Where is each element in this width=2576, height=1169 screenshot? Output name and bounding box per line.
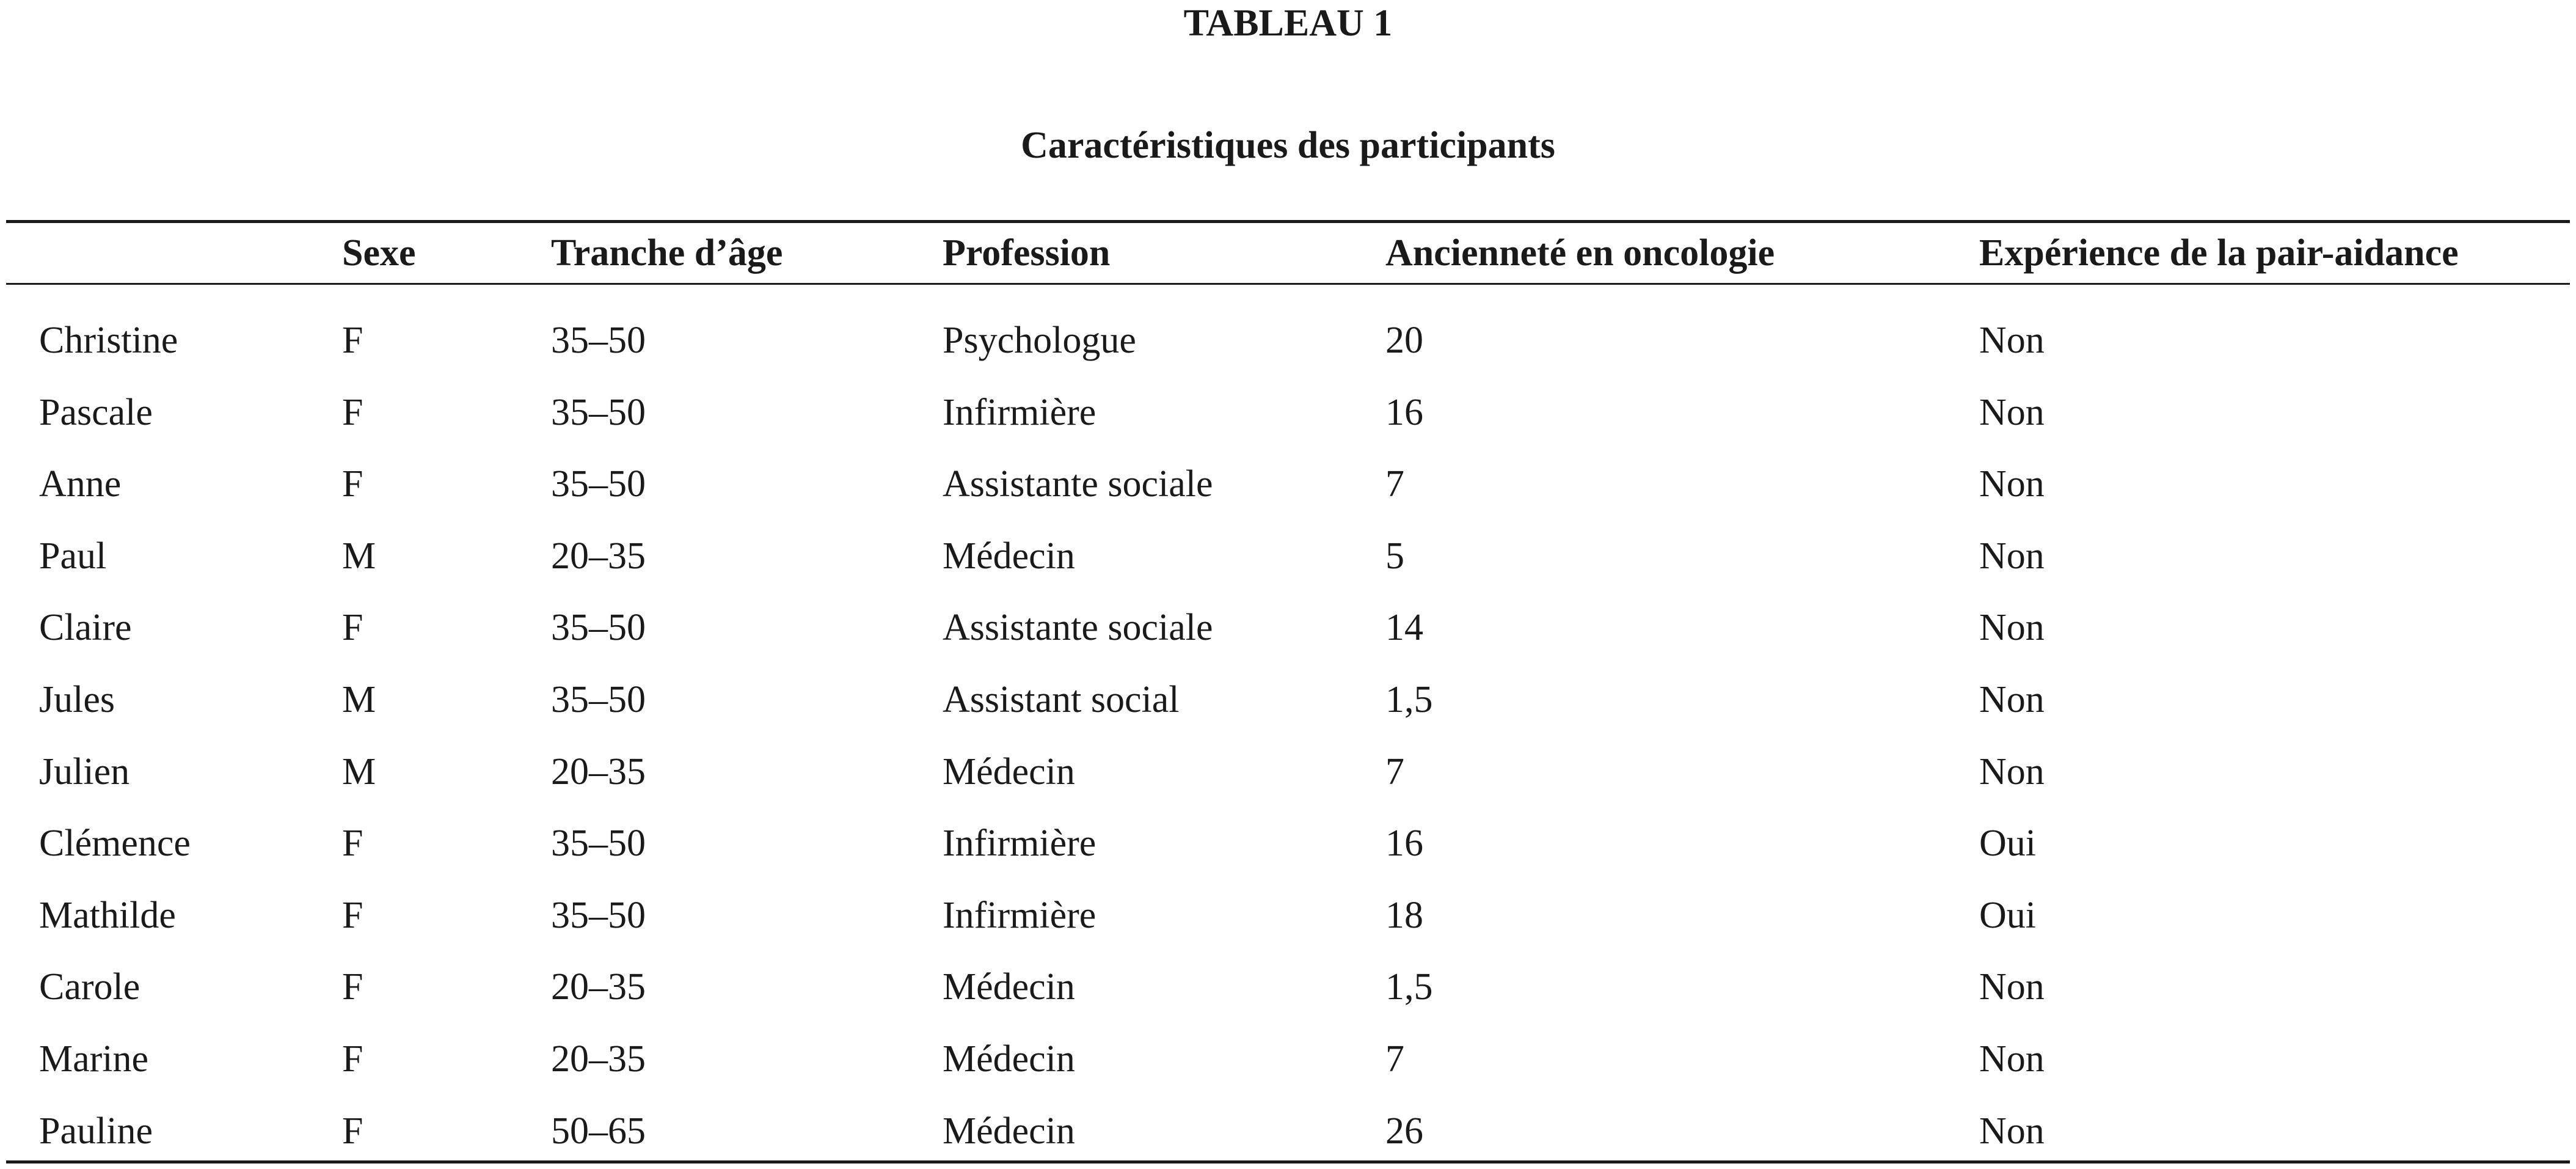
cell-tranche-age: 35–50 [551, 823, 646, 865]
cell-tranche-age: 35–50 [551, 320, 646, 361]
cell-tranche-age: 35–50 [551, 463, 646, 505]
cell-tranche-age: 35–50 [551, 679, 646, 720]
cell-anciennete: 16 [1385, 823, 1423, 865]
cell-participant: Pauline [39, 1110, 153, 1152]
cell-profession: Assistante sociale [943, 607, 1213, 649]
cell-sexe: F [342, 320, 363, 361]
table-header-rule [6, 283, 2570, 285]
cell-experience-pair-aidance: Non [1979, 1038, 2045, 1080]
cell-anciennete: 16 [1385, 391, 1423, 433]
cell-participant: Jules [39, 679, 115, 720]
cell-participant: Christine [39, 320, 178, 361]
cell-profession: Infirmière [943, 894, 1096, 936]
cell-experience-pair-aidance: Non [1979, 391, 2045, 433]
cell-tranche-age: 35–50 [551, 894, 646, 936]
table-label: TABLEAU 1 [1183, 2, 1393, 44]
cell-sexe: F [342, 391, 363, 433]
cell-anciennete: 26 [1385, 1110, 1423, 1152]
table-row [0, 1096, 2576, 1167]
cell-participant: Carole [39, 966, 140, 1008]
cell-anciennete: 5 [1385, 535, 1404, 577]
cell-experience-pair-aidance: Non [1979, 966, 2045, 1008]
table-row [0, 305, 2576, 376]
cell-experience-pair-aidance: Non [1979, 679, 2045, 720]
cell-tranche-age: 35–50 [551, 607, 646, 649]
cell-tranche-age: 20–35 [551, 1038, 646, 1080]
cell-participant: Anne [39, 463, 122, 505]
cell-profession: Assistante sociale [943, 463, 1213, 505]
cell-experience-pair-aidance: Oui [1979, 894, 2036, 936]
cell-anciennete: 1,5 [1385, 966, 1433, 1008]
cell-tranche-age: 20–35 [551, 966, 646, 1008]
cell-anciennete: 14 [1385, 607, 1423, 649]
cell-sexe: F [342, 1110, 363, 1152]
cell-profession: Médecin [943, 1110, 1075, 1152]
cell-profession: Infirmière [943, 391, 1096, 433]
cell-participant: Clémence [39, 823, 191, 865]
cell-anciennete: 7 [1385, 1038, 1404, 1080]
cell-participant: Marine [39, 1038, 149, 1080]
cell-tranche-age: 20–35 [551, 535, 646, 577]
cell-experience-pair-aidance: Non [1979, 750, 2045, 793]
header-experience-pair-aidance: Expérience de la pair-aidance [1979, 232, 2459, 274]
cell-profession: Assistant social [943, 679, 1180, 720]
cell-tranche-age: 20–35 [551, 750, 646, 793]
cell-sexe: M [342, 535, 376, 577]
header-tranche-age: Tranche d’âge [551, 232, 783, 274]
cell-tranche-age: 50–65 [551, 1110, 646, 1152]
table-row [0, 808, 2576, 879]
cell-experience-pair-aidance: Non [1979, 320, 2045, 361]
cell-tranche-age: 35–50 [551, 391, 646, 433]
cell-sexe: F [342, 607, 363, 649]
cell-experience-pair-aidance: Non [1979, 607, 2045, 649]
cell-experience-pair-aidance: Oui [1979, 823, 2036, 865]
table-row [0, 736, 2576, 808]
cell-sexe: M [342, 750, 376, 793]
cell-profession: Médecin [943, 535, 1075, 577]
cell-experience-pair-aidance: Non [1979, 1110, 2045, 1152]
cell-profession: Infirmière [943, 823, 1096, 865]
table-row [0, 664, 2576, 736]
cell-participant: Pascale [39, 391, 153, 433]
cell-participant: Julien [39, 750, 130, 793]
table-caption: Caractéristiques des participants [1021, 125, 1555, 166]
cell-sexe: F [342, 1038, 363, 1080]
cell-experience-pair-aidance: Non [1979, 535, 2045, 577]
cell-anciennete: 1,5 [1385, 679, 1433, 720]
cell-profession: Psychologue [943, 320, 1136, 361]
cell-anciennete: 18 [1385, 894, 1423, 936]
table-row [0, 449, 2576, 520]
cell-sexe: F [342, 966, 363, 1008]
cell-sexe: F [342, 823, 363, 865]
table-header-row [0, 222, 2576, 284]
cell-anciennete: 7 [1385, 750, 1404, 793]
cell-profession: Médecin [943, 966, 1075, 1008]
table-bottom-rule [6, 1160, 2570, 1164]
cell-participant: Paul [39, 535, 107, 577]
table-row [0, 592, 2576, 664]
table-row [0, 880, 2576, 951]
table-row [0, 1024, 2576, 1095]
cell-experience-pair-aidance: Non [1979, 463, 2045, 505]
cell-participant: Claire [39, 607, 132, 649]
table-row [0, 951, 2576, 1023]
cell-profession: Médecin [943, 1038, 1075, 1080]
header-profession: Profession [943, 232, 1111, 274]
cell-anciennete: 20 [1385, 320, 1423, 361]
table-row [0, 521, 2576, 592]
cell-sexe: F [342, 463, 363, 505]
header-anciennete: Ancienneté en oncologie [1385, 232, 1775, 274]
cell-anciennete: 7 [1385, 463, 1404, 505]
cell-sexe: M [342, 679, 376, 720]
cell-participant: Mathilde [39, 894, 176, 936]
cell-profession: Médecin [943, 750, 1075, 793]
header-sexe: Sexe [342, 232, 416, 274]
cell-sexe: F [342, 894, 363, 936]
table-row [0, 377, 2576, 449]
